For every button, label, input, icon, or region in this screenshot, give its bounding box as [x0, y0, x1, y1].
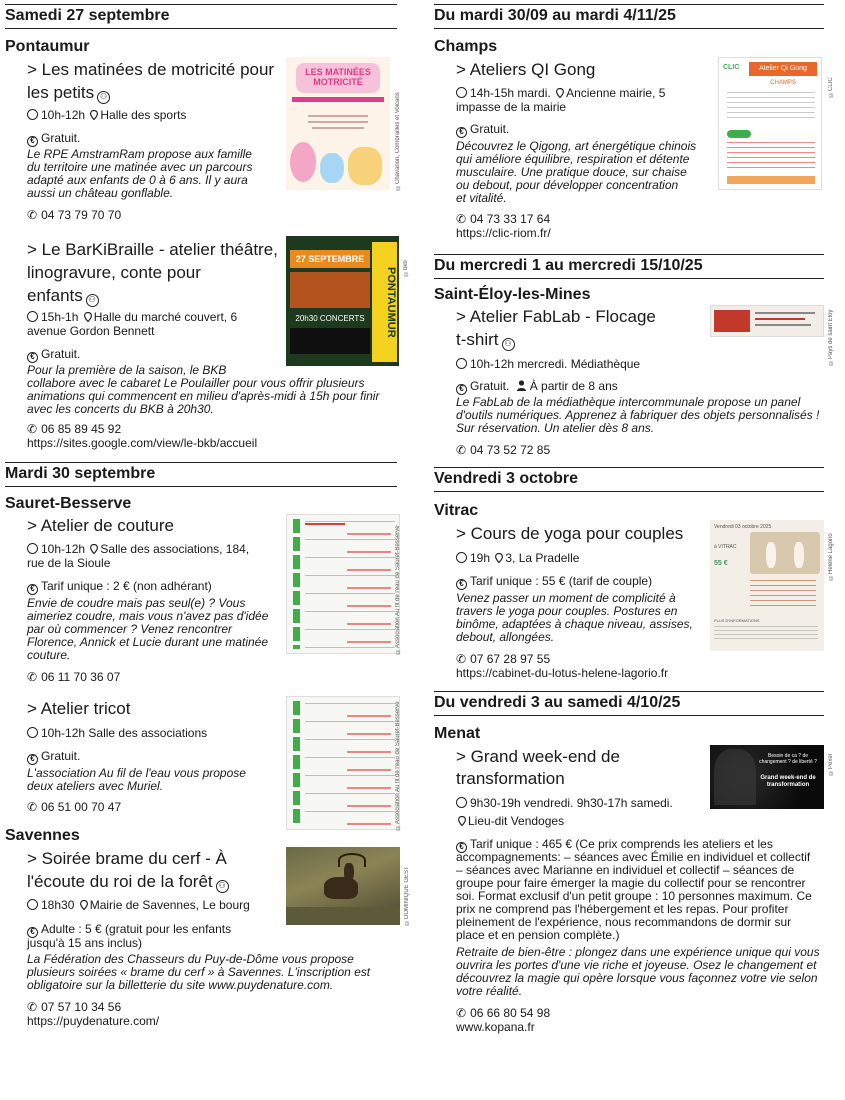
section-qigong	[434, 4, 834, 254]
event-description: et vitalité.	[456, 191, 507, 205]
poster-yoga: Vendredi 03 octobre 2025 à VITRAC 55 € PLUS D'INFORMATIONS	[710, 520, 824, 651]
photo-credit: ©Hélène Lagorio	[828, 533, 834, 580]
event-description: deux ateliers avec Muriel.	[27, 779, 164, 793]
event-phone: ✆ 06 11 70 36 07	[27, 670, 121, 684]
town-name: Sauret-Besserve	[5, 495, 132, 512]
event-description: L'association Au fil de l'eau vous propose	[27, 766, 246, 780]
event-description: Pour la première de la saison, le BKB	[27, 363, 227, 377]
event-title-cont: transformation	[456, 769, 565, 788]
event-description: animations qui commencent en milieu d'après-midi à 15h pour finir	[27, 389, 380, 403]
clock-icon	[456, 552, 467, 563]
event-phone: ✆ 06 85 89 45 92	[27, 422, 122, 436]
town-name: Vitrac	[434, 502, 479, 519]
euro-icon: €	[27, 136, 38, 147]
family-icon: ⚇	[97, 91, 110, 104]
event-title-cont: l'écoute du roi de la forêt ⚇	[27, 871, 229, 893]
family-icon: ⚇	[86, 294, 99, 307]
clock-icon	[27, 543, 38, 554]
event-title-cont: t-shirt ⚇	[456, 329, 515, 351]
phone-icon: ✆	[27, 208, 38, 222]
event-description: votre réalité.	[456, 984, 523, 998]
euro-icon: €	[456, 579, 467, 590]
event-title: > Grand week-end de	[456, 747, 620, 766]
section-heading: Du mardi 30/09 au mardi 4/11/25	[434, 4, 824, 29]
event-price-cont: pleinement de l'expérience, nous recommandons de dormir sur	[456, 915, 792, 929]
event-url[interactable]: www.kopana.fr	[456, 1020, 535, 1034]
section-heading: Samedi 27 septembre	[5, 4, 397, 29]
event-description: Envie de coudre mais pas seul(e) ? Vous	[27, 596, 246, 610]
event-description: Florence, Annick et Lucie durant une matinée	[27, 635, 269, 649]
poster-tricot	[286, 696, 400, 830]
event-description: Découvrez le Qigong, art énergétique chinois	[456, 139, 697, 153]
phone-icon: ✆	[456, 652, 467, 666]
event-time-place: 10h-12h Salle des associations, 184,	[27, 542, 249, 556]
event-phone: ✆ 07 67 28 97 55	[456, 652, 551, 666]
phone-icon: ✆	[27, 1000, 38, 1014]
town-name: Saint-Éloy-les-Mines	[434, 286, 591, 303]
event-title-cont: enfants ⚇	[27, 285, 99, 307]
event-description: plusieurs soirées « brame du cerf » à Savennes. L'inscription est	[27, 965, 371, 979]
event-description: binôme, adaptées à chaque niveau, assises,	[456, 617, 693, 631]
section-heading: Du mercredi 1 au mercredi 15/10/25	[434, 254, 824, 279]
event-title-cont: linogravure, conte pour	[27, 263, 201, 282]
event-phone: ✆ 06 51 00 70 47	[27, 800, 122, 814]
event-title: > Atelier tricot	[27, 699, 131, 718]
event-url[interactable]: https://cabinet-du-lotus-helene-lagorio.fr	[456, 666, 669, 680]
euro-icon: €	[27, 754, 38, 765]
event-address: impasse de la mairie	[456, 100, 567, 114]
event-description: ouvrira les portes d'une vie riche et joyeuse. Osez le changement et	[456, 958, 817, 972]
event-time-place: 18h30 Mairie de Savennes, Le bourg	[27, 898, 250, 912]
poster-qigong: CLIC Atelier Qi Gong CHAMPS	[718, 57, 822, 190]
section-heading: Du vendredi 3 au samedi 4/10/25	[434, 691, 824, 716]
phone-icon: ✆	[27, 670, 38, 684]
event-address: rue de la Sioule	[27, 556, 111, 570]
event-time-place: 15h-1h Halle du marché couvert, 6	[27, 310, 237, 324]
photo-credit: ©bkb	[403, 260, 409, 276]
photo-credit: ©Pays de saint Eloy	[828, 309, 834, 365]
clock-icon	[456, 87, 467, 98]
location-pin-icon	[556, 88, 564, 98]
location-pin-icon	[90, 544, 98, 554]
event-price: € Tarif unique : 2 € (non adhérant)	[27, 579, 212, 595]
location-pin-icon	[495, 553, 503, 563]
event-price: € Tarif unique : 465 € (Ce prix comprends les ateliers et les	[456, 837, 773, 853]
event-description: du territoire une matinée avec un parcours	[27, 160, 253, 174]
event-description: collabore avec le cabaret Le Poulailler pour vous offrir plusieurs	[27, 376, 365, 390]
event-description: debout, allongées.	[456, 630, 555, 644]
phone-icon: ✆	[456, 1006, 467, 1020]
town-name: Pontaumur	[5, 38, 90, 55]
clock-icon	[456, 797, 467, 808]
event-price-cont: accompagnements: – séances avec Émilie en individuel et collectif	[456, 850, 811, 864]
family-icon: ⚇	[502, 338, 515, 351]
section-heading: Vendredi 3 octobre	[434, 467, 824, 492]
event-description: Le RPE AmstramRam propose aux famille	[27, 147, 252, 161]
event-place: Lieu-dit Vendoges	[456, 814, 564, 828]
event-price-cont: – séances avec Marianne en individuel et collectif – séances de	[456, 863, 795, 877]
event-price-cont: prix ne comprend pas l'hébergement et les repas. Pour profiter	[456, 902, 789, 916]
poster-fablab	[710, 305, 824, 337]
event-description: Venez passer un moment de complicité à	[456, 591, 676, 605]
event-title: > Les matinées de motricité pour	[27, 60, 275, 79]
event-price-cont: groupe pour faire émerger la magie du collectif pour se rencontrer	[456, 876, 806, 890]
child-icon	[516, 380, 527, 391]
event-description: aimeriez coudre, mais vous n'avez pas d'idée	[27, 609, 269, 623]
event-description: musculaire. Une pratique douce, sur chaise	[456, 165, 687, 179]
event-description: obligatoire sur la billetterie du site www.puydenature.com.	[27, 978, 334, 992]
clock-icon	[27, 899, 38, 910]
event-title: > Soirée brame du cerf - À	[27, 849, 227, 868]
euro-icon: €	[27, 584, 38, 595]
event-price-cont: soi. Format exclusif d'un petit groupe : 10 personnes maximum. Ce	[456, 889, 812, 903]
euro-icon: €	[27, 927, 38, 938]
photo-credit: ©Pexel	[828, 753, 834, 775]
photo-credit: ©DOMINIQUE GEST	[404, 866, 410, 925]
euro-icon: €	[27, 352, 38, 363]
section-yoga	[434, 467, 834, 687]
event-description: Le FabLab de la médiathèque intercommunale propose un panel	[456, 395, 801, 409]
event-time-place: 10h-12h mercredi. Médiathèque	[456, 357, 640, 371]
section-transformation	[434, 691, 834, 1091]
event-time: 9h30-19h vendredi. 9h30-17h samedi.	[456, 796, 673, 810]
phone-icon: ✆	[456, 212, 467, 226]
section-heading: Mardi 30 septembre	[5, 462, 397, 487]
event-price: € Gratuit.	[27, 131, 80, 147]
event-title-cont: les petits ⚇	[27, 82, 110, 104]
event-description: par où commencer ? Venez rencontrer	[27, 622, 232, 636]
event-time-place: 10h-12h Halle des sports	[27, 108, 186, 122]
euro-icon: €	[456, 842, 467, 853]
event-price: € Gratuit.	[27, 749, 80, 765]
event-description: La Fédération des Chasseurs du Puy-de-Dôme vous propose	[27, 952, 354, 966]
event-price-cont: place et en pension complète.)	[456, 928, 620, 942]
event-price: € Tarif unique : 55 € (tarif de couple)	[456, 574, 652, 590]
event-phone: ✆ 04 73 52 72 85	[456, 443, 551, 457]
event-description: qui améliore équilibre, respiration et détente	[456, 152, 690, 166]
event-time-place: 19h 3, La Pradelle	[456, 551, 579, 565]
clock-icon	[27, 311, 38, 322]
event-phone: ✆ 06 66 80 54 98	[456, 1006, 551, 1020]
event-price: € Gratuit.	[27, 347, 80, 363]
event-phone: ✆ 04 73 33 17 64	[456, 212, 551, 226]
photo-credit: ©Chavanon, Combrailles et Volcans	[395, 92, 401, 190]
phone-icon: ✆	[27, 800, 38, 814]
event-price: € Adulte : 5 € (gratuit pour les enfants	[27, 922, 231, 938]
event-title: > Ateliers QI Gong	[456, 60, 596, 79]
event-description: Retraite de bien-être : plongez dans une expérience unique qui vous	[456, 945, 820, 959]
event-price-cont: jusqu'à 15 ans inclus)	[27, 936, 143, 950]
event-description: Sur réservation. Un atelier dès 8 ans.	[456, 421, 655, 435]
photo-credit: ©CLIC	[828, 77, 834, 97]
poster-transformation: Besoin de ca ? de changement ? de liberté ? Grand week-end de transformation	[710, 745, 824, 809]
section-fablab	[434, 254, 834, 464]
clock-icon	[456, 358, 467, 369]
event-phone: ✆ 07 57 10 34 56	[27, 1000, 122, 1014]
section-samedi-27	[5, 4, 409, 464]
euro-icon: €	[456, 127, 467, 138]
euro-icon: €	[456, 384, 467, 395]
poster-barkibraille: 27 SEPTEMBRE PONTAUMUR 20h30 CONCERTS	[286, 236, 399, 366]
photo-credit: ©Association Au fil de l'eau de Sauret-Besserve	[395, 525, 401, 654]
event-description: couture.	[27, 648, 71, 662]
family-icon: ⚇	[216, 880, 229, 893]
event-description: avec les concerts du BKB à 20h30.	[27, 402, 214, 416]
event-title: > Cours de yoga pour couples	[456, 524, 684, 543]
event-description: d'outils numériques. Apprenez à fabriquer des objets personnalisés !	[456, 408, 820, 422]
event-address: avenue Gordon Bennett	[27, 324, 155, 338]
event-description: aussi un château gonflable.	[27, 186, 174, 200]
event-description: travers le yoga pour couples. Postures en	[456, 604, 678, 618]
event-time-place: 14h-15h mardi. Ancienne mairie, 5	[456, 86, 665, 100]
town-name: Champs	[434, 38, 498, 55]
poster-couture	[286, 514, 400, 654]
location-pin-icon	[84, 312, 92, 322]
event-url[interactable]: https://sites.google.com/view/le-bkb/accueil	[27, 436, 258, 450]
event-title: > Le BarKiBraille - atelier théâtre,	[27, 240, 278, 259]
event-url[interactable]: https://puydenature.com/	[27, 1014, 160, 1028]
event-description: ou debout, pour développer concentration	[456, 178, 679, 192]
event-title: > Atelier FabLab - Flocage	[456, 307, 656, 326]
event-phone: ✆ 04 73 79 70 70	[27, 208, 122, 222]
phone-icon: ✆	[456, 443, 467, 457]
photo-credit: ©Association Au fil de l'eau de Sauret-Besserve	[395, 701, 401, 830]
event-description: adapté aux enfants de 0 à 6 ans. Il y aura	[27, 173, 248, 187]
event-price: € Gratuit.	[456, 122, 509, 138]
location-pin-icon	[458, 816, 466, 826]
location-pin-icon	[80, 900, 88, 910]
clock-icon	[27, 109, 38, 120]
event-price: € Gratuit. À partir de 8 ans	[456, 379, 618, 395]
event-title: > Atelier de couture	[27, 516, 174, 535]
town-name: Savennes	[5, 827, 80, 844]
location-pin-icon	[90, 110, 98, 120]
town-name: Menat	[434, 725, 481, 742]
phone-icon: ✆	[27, 422, 38, 436]
event-url[interactable]: https://clic-riom.fr/	[456, 226, 551, 240]
poster-motricite: LES MATINÉES MOTRICITÉ	[286, 57, 390, 190]
photo-deer	[286, 847, 400, 925]
section-mardi-30	[5, 462, 410, 1092]
clock-icon	[27, 727, 38, 738]
event-description: découvrez la magie qui opère lorsque vous façonnez votre vie selon	[456, 971, 818, 985]
event-time-place: 10h-12h Salle des associations	[27, 726, 207, 740]
